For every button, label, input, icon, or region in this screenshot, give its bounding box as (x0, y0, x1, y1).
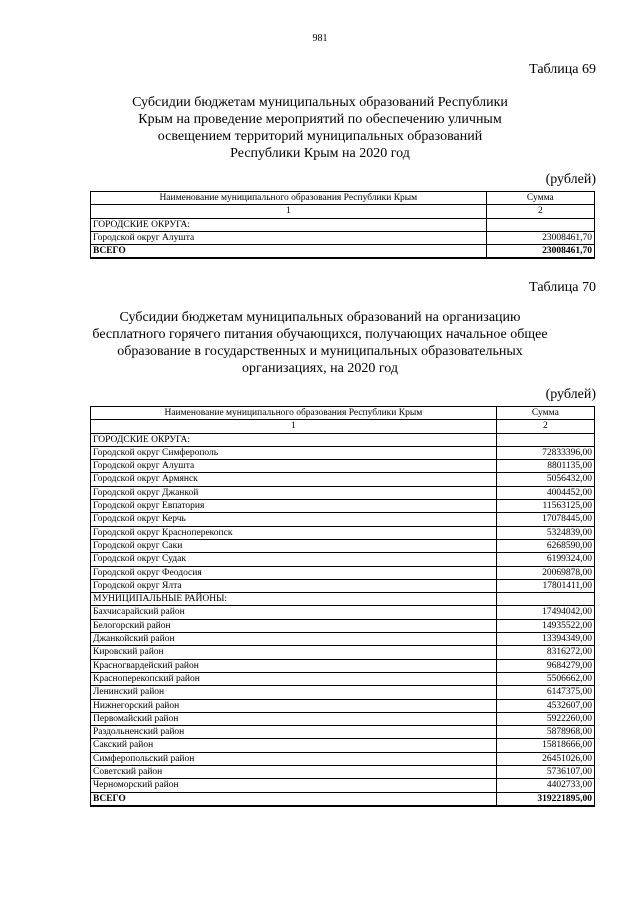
amount-cell: 5324839,00 (496, 526, 594, 539)
municipality-name-cell: Городской округ Алушта (91, 231, 487, 244)
table-row (91, 566, 595, 579)
amount-cell: 4004452,00 (496, 486, 594, 499)
header-sum-cell: Сумма (496, 407, 594, 420)
amount-cell: 6268590,00 (496, 539, 594, 552)
table-row (91, 766, 595, 779)
municipality-name-cell: Белогорский район (91, 619, 497, 632)
amount-cell: 4532607,00 (496, 699, 594, 712)
table-row (91, 646, 595, 659)
table-69 (90, 191, 595, 259)
table-row (91, 218, 595, 231)
amount-cell: 5878968,00 (496, 726, 594, 739)
amount-cell: 17494042,00 (496, 606, 594, 619)
table-70-unit: (рублей) (545, 387, 596, 402)
amount-cell: 11563125,00 (496, 500, 594, 513)
total-row (91, 792, 595, 806)
header-sum-cell: Сумма (486, 192, 594, 205)
header-name-cell: Наименование муниципального образования Республики Крым (91, 192, 487, 205)
municipality-name-cell: Городской округ Армянск (91, 473, 497, 486)
amount-cell: 5736107,00 (496, 766, 594, 779)
table-row (91, 672, 595, 685)
municipality-name-cell: Городской округ Симферополь (91, 446, 497, 459)
municipality-name-cell: Городской округ Алушта (91, 460, 497, 473)
amount-cell: 6147375,00 (496, 686, 594, 699)
table-row (91, 539, 595, 552)
table-row (91, 699, 595, 712)
table-69-title-line: Крым на проведение мероприятий по обеспечению уличным (138, 112, 502, 127)
table-header-row (91, 407, 595, 420)
column-number-cell: 1 (91, 420, 497, 433)
total-value-cell: 23008461,70 (486, 245, 594, 259)
municipality-name-cell: Красногвардейский район (91, 659, 497, 672)
table-row (91, 486, 595, 499)
table-69-title (80, 94, 560, 162)
amount-cell: 8801135,00 (496, 460, 594, 473)
amount-cell (486, 218, 594, 231)
municipality-name-cell: Симферопольский район (91, 752, 497, 765)
amount-cell: 23008461,70 (486, 231, 594, 244)
amount-cell: 8316272,00 (496, 646, 594, 659)
amount-cell: 5506662,00 (496, 672, 594, 685)
municipality-name-cell: Ленинский район (91, 686, 497, 699)
total-label-cell: ВСЕГО (91, 245, 487, 259)
table-row (91, 500, 595, 513)
table-row (91, 659, 595, 672)
municipality-name-cell: Кировский район (91, 646, 497, 659)
municipality-name-cell: Бахчисарайский район (91, 606, 497, 619)
page-number: 981 (312, 33, 328, 44)
table-70-title-line: организациях, на 2020 год (242, 361, 398, 376)
municipality-name-cell: Красноперекопский район (91, 672, 497, 685)
table-69-unit: (рублей) (545, 172, 596, 187)
amount-cell: 26451026,00 (496, 752, 594, 765)
amount-cell: 9684279,00 (496, 659, 594, 672)
amount-cell: 72833396,00 (496, 446, 594, 459)
table-row (91, 446, 595, 459)
municipality-name-cell: Первомайский район (91, 712, 497, 725)
municipality-name-cell: Городской округ Евпатория (91, 500, 497, 513)
amount-cell: 5922260,00 (496, 712, 594, 725)
municipality-name-cell: Городской округ Красноперекопск (91, 526, 497, 539)
table-69-title-line: освещением территорий муниципальных образований (157, 129, 483, 144)
municipality-name-cell: Городской округ Феодосия (91, 566, 497, 579)
table-row (91, 231, 595, 244)
amount-cell: 14935522,00 (496, 619, 594, 632)
municipality-name-cell: ГОРОДСКИЕ ОКРУГА: (91, 218, 487, 231)
table-row (91, 460, 595, 473)
table-header-row (91, 192, 595, 205)
table-row (91, 513, 595, 526)
total-value-cell: 319221895,00 (496, 792, 594, 806)
amount-cell: 20069878,00 (496, 566, 594, 579)
municipality-name-cell: ГОРОДСКИЕ ОКРУГА: (91, 433, 497, 446)
amount-cell: 6199324,00 (496, 553, 594, 566)
amount-cell: 15818666,00 (496, 739, 594, 752)
municipality-name-cell: Советский район (91, 766, 497, 779)
total-row (91, 245, 595, 259)
table-row (91, 473, 595, 486)
table-70-title (60, 309, 580, 377)
amount-cell: 4402733,00 (496, 779, 594, 792)
municipality-name-cell: Черноморский район (91, 779, 497, 792)
municipality-name-cell: Джанкойский район (91, 633, 497, 646)
amount-cell (496, 433, 594, 446)
table-69-title-line: Субсидии бюджетам муниципальных образований Республики (132, 95, 508, 110)
municipality-name-cell: Сакский район (91, 739, 497, 752)
table-row (91, 752, 595, 765)
amount-cell: 13394349,00 (496, 633, 594, 646)
amount-cell: 17801411,00 (496, 579, 594, 592)
table-row (91, 726, 595, 739)
table-row (91, 579, 595, 592)
municipality-name-cell: Нижнегорский район (91, 699, 497, 712)
table-row (91, 686, 595, 699)
municipality-name-cell: Городской округ Джанкой (91, 486, 497, 499)
column-number-row (91, 420, 595, 433)
column-number-cell: 2 (496, 420, 594, 433)
column-number-cell: 2 (486, 205, 594, 218)
table-row (91, 619, 595, 632)
table-70-title-line: Субсидии бюджетам муниципальных образований на организацию (119, 310, 521, 325)
table-70-label: Таблица 70 (529, 280, 596, 295)
table-row (91, 633, 595, 646)
table-row (91, 712, 595, 725)
table-row (91, 593, 595, 606)
table-70-title-line: бесплатного горячего питания обучающихся, получающих начальное общее (92, 327, 548, 342)
column-number-cell: 1 (91, 205, 487, 218)
table-row (91, 526, 595, 539)
table-row (91, 779, 595, 792)
amount-cell: 17078445,00 (496, 513, 594, 526)
amount-cell: 5056432,00 (496, 473, 594, 486)
municipality-name-cell: Городской округ Ялта (91, 579, 497, 592)
total-label-cell: ВСЕГО (91, 792, 497, 806)
municipality-name-cell: Городской округ Судак (91, 553, 497, 566)
table-70 (90, 406, 595, 807)
column-number-row (91, 205, 595, 218)
table-70-title-line: образование в государственных и муниципальных образовательных (117, 344, 523, 359)
table-row (91, 739, 595, 752)
table-row (91, 606, 595, 619)
municipality-name-cell: Раздольненский район (91, 726, 497, 739)
municipality-name-cell: Городской округ Керчь (91, 513, 497, 526)
table-row (91, 433, 595, 446)
amount-cell (496, 593, 594, 606)
municipality-name-cell: Городской округ Саки (91, 539, 497, 552)
municipality-name-cell: МУНИЦИПАЛЬНЫЕ РАЙОНЫ: (91, 593, 497, 606)
table-69-title-line: Республики Крым на 2020 год (230, 146, 410, 161)
header-name-cell: Наименование муниципального образования Республики Крым (91, 407, 497, 420)
table-69-label: Таблица 69 (529, 62, 596, 77)
table-row (91, 553, 595, 566)
